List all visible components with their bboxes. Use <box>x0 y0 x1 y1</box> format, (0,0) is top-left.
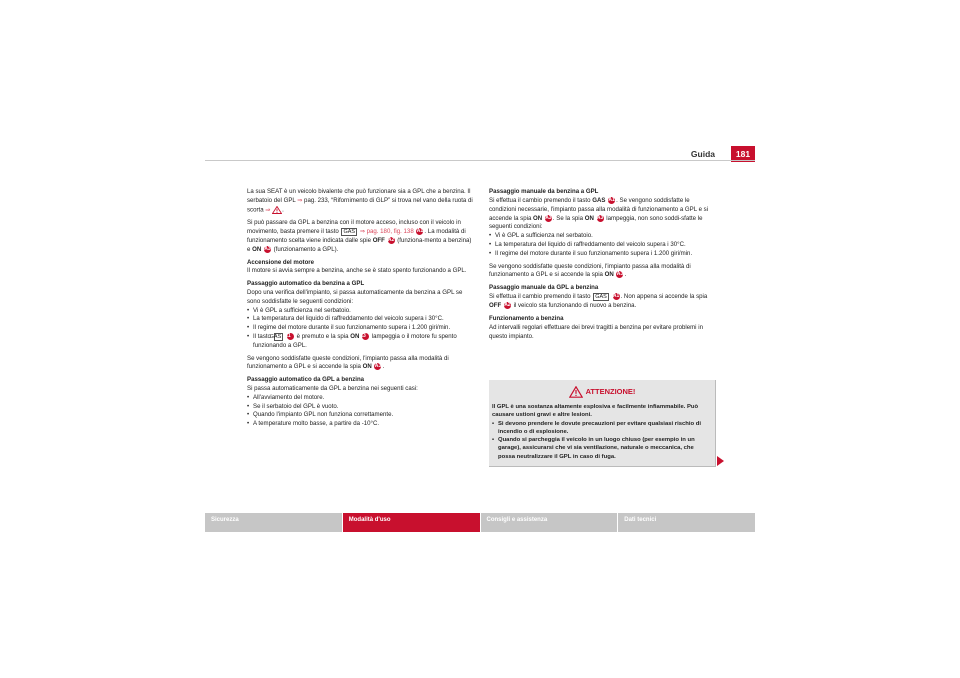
tab-modalita-uso[interactable]: Modalità d'uso <box>343 513 480 532</box>
list-item: • Vi è GPL a sufficienza nel serbatoio. <box>489 232 593 240</box>
right-column <box>489 188 715 345</box>
warning-header <box>489 383 715 401</box>
heading-auto-to-gpl: Passaggio automatico da benzina a GPL <box>247 280 365 288</box>
tab-dati-tecnici[interactable]: Dati tecnici <box>618 513 755 532</box>
heading-manual-petrol: Passaggio manuale da GPL a benzina <box>489 284 599 292</box>
heading-startup: Accensione del motore <box>247 258 315 266</box>
warning-title: ATTENZIONE! <box>585 387 636 397</box>
footer-tabs <box>205 513 755 532</box>
tab-sicurezza[interactable]: Sicurezza <box>205 513 342 532</box>
operation-text: Ad intervalli regolari effettuare dei brevi tragitti a benzina per evitare problemi in questo impianto. <box>489 323 703 340</box>
warning-triangle-icon <box>272 206 282 214</box>
gas-key: GAS <box>343 228 356 235</box>
list-item: • All'avviamento del motore. <box>247 393 325 401</box>
tab-consigli-assistenza[interactable]: Consigli e assistenza <box>481 513 618 532</box>
list-item: • Quando si parcheggia il veicolo in un luogo chiuso (per esempio in un garage), assicurarsi che vi sia ventilazione, naturale o meccanica, che possa neutralizzare il GPL in caso di fuga. <box>492 437 695 460</box>
list-item: • Il regime del motore durante il suo funzionamento supera i 1.200 giri/min. <box>247 324 451 332</box>
badge-a3: A3 <box>264 245 271 252</box>
badge-a1: A1 <box>612 293 620 300</box>
manual-petrol-text: Si effettua il cambio premendo il tasto GAS A1. Non appena si accende la spia OFF A2 il veicolo sta funzionando di nuovo a benzina. <box>489 293 708 310</box>
list-item: • Quando l'impianto GPL non funziona correttamente. <box>247 411 394 419</box>
warning-triangle-icon <box>569 386 583 398</box>
list-item: • Se il serbatoio del GPL è vuoto. <box>247 402 339 410</box>
badge-a2: A2 <box>504 302 511 308</box>
intro-paragraph: La sua SEAT è un veicolo bivalente che può funzionare sia a GPL che a benzina. Il serbatoio del GPL ⇒ pag. 233, “Rifornimento di GLP” si trova nel vano della ruota di scorta ⇒ . <box>247 188 473 214</box>
list-item: • Vi è GPL a sufficienza nel serbatoio. <box>247 306 351 314</box>
warning-arrow[interactable]: ⇒ <box>265 206 271 214</box>
list-item: • La temperatura del liquido di raffreddamento del veicolo supera i 30°C. <box>247 315 444 323</box>
then-paragraph: Se vengono soddisfatte queste condizioni, l'impianto passa alla modalità di funzionamento a GPL e si accende la spia ON A3. <box>489 262 691 279</box>
badge-a1: A1 <box>287 333 294 340</box>
list-item: • La temperatura del liquido di raffreddamento del veicolo supera i 30°C. <box>489 241 686 248</box>
list-item: • A temperature molto basse, a partire da -10°C. <box>247 420 380 428</box>
badge-a2: A2 <box>387 236 395 243</box>
list-item: • Il tasto GAS A1 è premuto e la spia ON A3 lampeggia o il motore fu spento funzionando a GPL. <box>247 332 457 349</box>
page-number: 181 <box>731 146 755 162</box>
intro-arrow[interactable]: ⇒ <box>297 196 303 204</box>
switching-paragraph: Si può passare da GPL a benzina con il motore acceso, incluso con il veicolo in movimento, basta premere il tasto GAS ⇒ pag. 180, fig. 138 A1. La modalità di funzionamento scelta viene indicata dalle spie OFF A2 (funziona-mento a benzina) e ON A3 (funzionamento a GPL). <box>247 219 472 253</box>
badge-a3: A3 <box>545 214 552 221</box>
heading-manual-gpl: Passaggio manuale da benzina a GPL <box>489 188 599 195</box>
badge-a1: A1 <box>608 196 615 203</box>
badge-a3: A3 <box>362 333 369 340</box>
warning-box <box>489 380 716 467</box>
heading-auto-to-petrol: Passaggio automatico da GPL a benzina <box>247 376 365 384</box>
gas-key: GAS <box>595 294 607 301</box>
left-column <box>247 188 473 429</box>
warning-body: Il GPL è una sostanza altamente esplosiva e facilmente infiammabile. Può causare ustioni gravi e altre lesioni. • Si devono prendere le dovute precauzioni per evitare qualsiasi rischio di incendio o di esplosione. • Quando si parcheggia il veicolo in un luogo chiuso (per esempio in un garage), assicurarsi che vi sia ventilazione, naturale o meccanica, che possa neutralizzare il GPL in caso di fuga. <box>489 401 715 461</box>
auto-to-petrol-text: Si passa automaticamente da GPL a benzina nei seguenti casi: <box>247 385 418 393</box>
then-paragraph: Se vengono soddisfatte queste condizioni, l'impianto passa alla modalità di funzionamento a GPL e si accende la spia ON A3. <box>247 354 449 371</box>
header-divider <box>205 160 755 161</box>
section-title: Guida <box>690 149 715 159</box>
list-item: • Si devono prendere le dovute precauzioni per evitare qualsiasi rischio di incendio o di esplosione. <box>492 420 701 435</box>
continue-arrow-icon[interactable] <box>717 456 724 466</box>
badge-a3: A3 <box>374 363 382 370</box>
badge-a1: A1 <box>416 227 424 234</box>
badge-a3: A3 <box>596 214 604 221</box>
heading-operation: Funzionamento a benzina <box>489 314 564 322</box>
manual-gpl-text: Si effettua il cambio premendo il tasto GAS A1. Se vengono soddisfatte le condizioni necessarie, l'impianto passa alla modalità di funzionamento a GPL e si accende la spia ON A3. Se la spia ON A3 lampeggia, non sono soddi-sfatte le seguenti condizioni: <box>489 196 709 231</box>
startup-text: Il motore si avvia sempre a benzina, anche se è stato spento funzionando a GPL. <box>247 267 467 275</box>
page-reference-link[interactable]: ⇒ pag. 180, fig. 138 <box>359 227 414 235</box>
badge-a3: A3 <box>616 271 624 278</box>
auto-to-gpl-text: Dopo una verifica dell'impianto, si passa automaticamente da benzina a GPL se sono soddisfatte le seguenti condizioni: <box>247 288 463 305</box>
list-item: • Il regime del motore durante il suo funzionamento supera i 1.200 giri/min. <box>489 249 693 257</box>
gas-key: GAS <box>269 334 282 340</box>
